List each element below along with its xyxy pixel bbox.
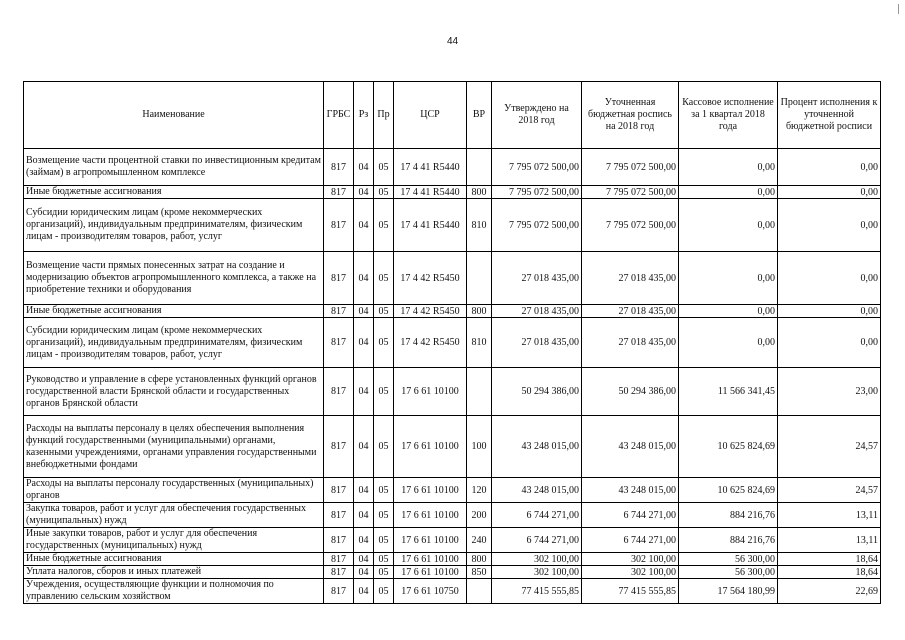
cell-refined: 302 100,00 <box>582 566 679 579</box>
cell-cash: 0,00 <box>679 252 778 305</box>
header-refined: Уточненная бюджетная роспись на 2018 год <box>582 82 679 149</box>
cell-grbs: 817 <box>324 478 354 503</box>
cell-pr: 05 <box>374 199 394 252</box>
cell-rz: 04 <box>354 478 374 503</box>
cell-name: Расходы на выплаты персоналу государственных (муниципальных) органов <box>24 478 324 503</box>
cell-percent: 22,69 <box>778 579 881 604</box>
cell-vr: 800 <box>467 553 492 566</box>
cell-approved: 7 795 072 500,00 <box>492 186 582 199</box>
cell-rz: 04 <box>354 553 374 566</box>
cell-cash: 56 300,00 <box>679 553 778 566</box>
table-row <box>24 199 881 252</box>
cell-cash: 0,00 <box>679 186 778 199</box>
cell-rz: 04 <box>354 579 374 604</box>
cell-vr: 240 <box>467 528 492 553</box>
cell-approved: 27 018 435,00 <box>492 305 582 318</box>
table-row <box>24 252 881 305</box>
header-cash: Кассовое исполнение за 1 квартал 2018 года <box>679 82 778 149</box>
cell-vr: 800 <box>467 305 492 318</box>
cell-rz: 04 <box>354 566 374 579</box>
cell-grbs: 817 <box>324 579 354 604</box>
cell-refined: 6 744 271,00 <box>582 528 679 553</box>
table-row <box>24 149 881 186</box>
cell-cash: 10 625 824,69 <box>679 478 778 503</box>
cell-pr: 05 <box>374 416 394 478</box>
cell-name: Иные закупки товаров, работ и услуг для обеспечения государственных (муниципальных) нужд <box>24 528 324 553</box>
cell-approved: 7 795 072 500,00 <box>492 199 582 252</box>
cell-name: Расходы на выплаты персоналу в целях обеспечения выполнения функций государственными (муниципальными) органами, казенными учреждениями, органами управления государственными внебюджетными фондами <box>24 416 324 478</box>
cell-percent: 18,64 <box>778 553 881 566</box>
cell-name: Возмещение части прямых понесенных затрат на создание и модернизацию объектов агропромышленного комплекса, а также на приобретение техники и оборудования <box>24 252 324 305</box>
cell-grbs: 817 <box>324 528 354 553</box>
cell-name: Закупка товаров, работ и услуг для обеспечения государственных (муниципальных) нужд <box>24 503 324 528</box>
cell-name: Руководство и управление в сфере установленных функций органов государственной власти Брянской области и государственных органов Брянской области <box>24 368 324 416</box>
cell-percent: 0,00 <box>778 305 881 318</box>
table-row <box>24 579 881 604</box>
cell-csr: 17 4 41 R5440 <box>394 186 467 199</box>
cell-cash: 0,00 <box>679 149 778 186</box>
cell-refined: 27 018 435,00 <box>582 252 679 305</box>
cell-csr: 17 6 61 10100 <box>394 368 467 416</box>
header-grbs: ГРБС <box>324 82 354 149</box>
cell-grbs: 817 <box>324 186 354 199</box>
page-number: 44 <box>446 36 459 47</box>
cell-rz: 04 <box>354 528 374 553</box>
table-row <box>24 305 881 318</box>
cell-approved: 27 018 435,00 <box>492 252 582 305</box>
cell-csr: 17 6 61 10100 <box>394 503 467 528</box>
cell-refined: 27 018 435,00 <box>582 318 679 368</box>
cell-pr: 05 <box>374 553 394 566</box>
cell-percent: 0,00 <box>778 186 881 199</box>
table-header-row <box>24 82 881 149</box>
table-row <box>24 566 881 579</box>
header-rz: Рз <box>354 82 374 149</box>
cell-csr: 17 6 61 10100 <box>394 478 467 503</box>
cell-name: Иные бюджетные ассигнования <box>24 186 324 199</box>
cell-pr: 05 <box>374 318 394 368</box>
cell-vr: 120 <box>467 478 492 503</box>
cell-approved: 6 744 271,00 <box>492 503 582 528</box>
cell-vr <box>467 579 492 604</box>
cell-percent: 13,11 <box>778 503 881 528</box>
cell-grbs: 817 <box>324 503 354 528</box>
cell-cash: 0,00 <box>679 305 778 318</box>
cell-rz: 04 <box>354 149 374 186</box>
cell-cash: 884 216,76 <box>679 528 778 553</box>
cell-vr <box>467 149 492 186</box>
header-pr: Пр <box>374 82 394 149</box>
cell-csr: 17 6 61 10100 <box>394 553 467 566</box>
cell-grbs: 817 <box>324 252 354 305</box>
scan-edge-mark <box>898 4 899 14</box>
cell-pr: 05 <box>374 503 394 528</box>
cell-name: Субсидии юридическим лицам (кроме некоммерческих организаций), индивидуальным предпринимателям, физическим лицам - производителям товаров, работ, услуг <box>24 199 324 252</box>
cell-pr: 05 <box>374 478 394 503</box>
cell-pr: 05 <box>374 368 394 416</box>
cell-cash: 56 300,00 <box>679 566 778 579</box>
cell-csr: 17 4 41 R5440 <box>394 149 467 186</box>
cell-rz: 04 <box>354 318 374 368</box>
cell-grbs: 817 <box>324 149 354 186</box>
cell-refined: 27 018 435,00 <box>582 305 679 318</box>
cell-pr: 05 <box>374 579 394 604</box>
cell-grbs: 817 <box>324 368 354 416</box>
cell-cash: 10 625 824,69 <box>679 416 778 478</box>
budget-execution-table <box>23 81 881 604</box>
cell-approved: 302 100,00 <box>492 566 582 579</box>
cell-vr: 200 <box>467 503 492 528</box>
cell-grbs: 817 <box>324 553 354 566</box>
cell-csr: 17 4 42 R5450 <box>394 252 467 305</box>
cell-refined: 7 795 072 500,00 <box>582 186 679 199</box>
cell-approved: 50 294 386,00 <box>492 368 582 416</box>
cell-approved: 27 018 435,00 <box>492 318 582 368</box>
table-row <box>24 553 881 566</box>
cell-rz: 04 <box>354 416 374 478</box>
cell-vr: 850 <box>467 566 492 579</box>
cell-grbs: 817 <box>324 416 354 478</box>
cell-rz: 04 <box>354 199 374 252</box>
cell-name: Уплата налогов, сборов и иных платежей <box>24 566 324 579</box>
cell-refined: 6 744 271,00 <box>582 503 679 528</box>
cell-name: Субсидии юридическим лицам (кроме некоммерческих организаций), индивидуальным предпринимателям, физическим лицам - производителям товаров, работ, услуг <box>24 318 324 368</box>
cell-approved: 43 248 015,00 <box>492 478 582 503</box>
cell-rz: 04 <box>354 252 374 305</box>
cell-pr: 05 <box>374 305 394 318</box>
header-vr: ВР <box>467 82 492 149</box>
cell-refined: 7 795 072 500,00 <box>582 199 679 252</box>
cell-vr <box>467 252 492 305</box>
cell-grbs: 817 <box>324 199 354 252</box>
cell-pr: 05 <box>374 566 394 579</box>
cell-percent: 0,00 <box>778 149 881 186</box>
cell-name: Иные бюджетные ассигнования <box>24 305 324 318</box>
cell-csr: 17 4 42 R5450 <box>394 305 467 318</box>
cell-approved: 302 100,00 <box>492 553 582 566</box>
cell-rz: 04 <box>354 503 374 528</box>
cell-refined: 43 248 015,00 <box>582 416 679 478</box>
table-row <box>24 368 881 416</box>
cell-csr: 17 6 61 10100 <box>394 528 467 553</box>
header-approved: Утверждено на 2018 год <box>492 82 582 149</box>
cell-percent: 24,57 <box>778 478 881 503</box>
cell-cash: 884 216,76 <box>679 503 778 528</box>
cell-grbs: 817 <box>324 566 354 579</box>
cell-refined: 43 248 015,00 <box>582 478 679 503</box>
cell-percent: 13,11 <box>778 528 881 553</box>
cell-approved: 77 415 555,85 <box>492 579 582 604</box>
cell-approved: 6 744 271,00 <box>492 528 582 553</box>
cell-percent: 0,00 <box>778 199 881 252</box>
cell-approved: 7 795 072 500,00 <box>492 149 582 186</box>
cell-csr: 17 6 61 10750 <box>394 579 467 604</box>
table-row <box>24 528 881 553</box>
cell-csr: 17 4 42 R5450 <box>394 318 467 368</box>
cell-percent: 0,00 <box>778 252 881 305</box>
cell-name: Учреждения, осуществляющие функции и полномочия по управлению сельским хозяйством <box>24 579 324 604</box>
cell-percent: 18,64 <box>778 566 881 579</box>
cell-percent: 24,57 <box>778 416 881 478</box>
cell-cash: 0,00 <box>679 318 778 368</box>
cell-csr: 17 4 41 R5440 <box>394 199 467 252</box>
cell-grbs: 817 <box>324 318 354 368</box>
cell-cash: 11 566 341,45 <box>679 368 778 416</box>
table-row <box>24 416 881 478</box>
cell-pr: 05 <box>374 528 394 553</box>
cell-csr: 17 6 61 10100 <box>394 416 467 478</box>
table-row <box>24 186 881 199</box>
header-percent: Процент исполнения к уточненной бюджетной росписи <box>778 82 881 149</box>
cell-refined: 7 795 072 500,00 <box>582 149 679 186</box>
cell-rz: 04 <box>354 368 374 416</box>
cell-vr: 810 <box>467 318 492 368</box>
cell-vr <box>467 368 492 416</box>
cell-cash: 0,00 <box>679 199 778 252</box>
cell-refined: 302 100,00 <box>582 553 679 566</box>
header-name: Наименование <box>24 82 324 149</box>
cell-pr: 05 <box>374 186 394 199</box>
cell-vr: 100 <box>467 416 492 478</box>
cell-pr: 05 <box>374 252 394 305</box>
cell-percent: 23,00 <box>778 368 881 416</box>
cell-name: Возмещение части процентной ставки по инвестиционным кредитам (займам) в агропромышленном комплексе <box>24 149 324 186</box>
cell-grbs: 817 <box>324 305 354 318</box>
cell-approved: 43 248 015,00 <box>492 416 582 478</box>
cell-rz: 04 <box>354 305 374 318</box>
cell-csr: 17 6 61 10100 <box>394 566 467 579</box>
cell-refined: 77 415 555,85 <box>582 579 679 604</box>
cell-rz: 04 <box>354 186 374 199</box>
cell-cash: 17 564 180,99 <box>679 579 778 604</box>
cell-percent: 0,00 <box>778 318 881 368</box>
cell-name: Иные бюджетные ассигнования <box>24 553 324 566</box>
table-row <box>24 478 881 503</box>
table-row <box>24 503 881 528</box>
header-csr: ЦСР <box>394 82 467 149</box>
cell-vr: 800 <box>467 186 492 199</box>
table-row <box>24 318 881 368</box>
cell-vr: 810 <box>467 199 492 252</box>
cell-refined: 50 294 386,00 <box>582 368 679 416</box>
cell-pr: 05 <box>374 149 394 186</box>
